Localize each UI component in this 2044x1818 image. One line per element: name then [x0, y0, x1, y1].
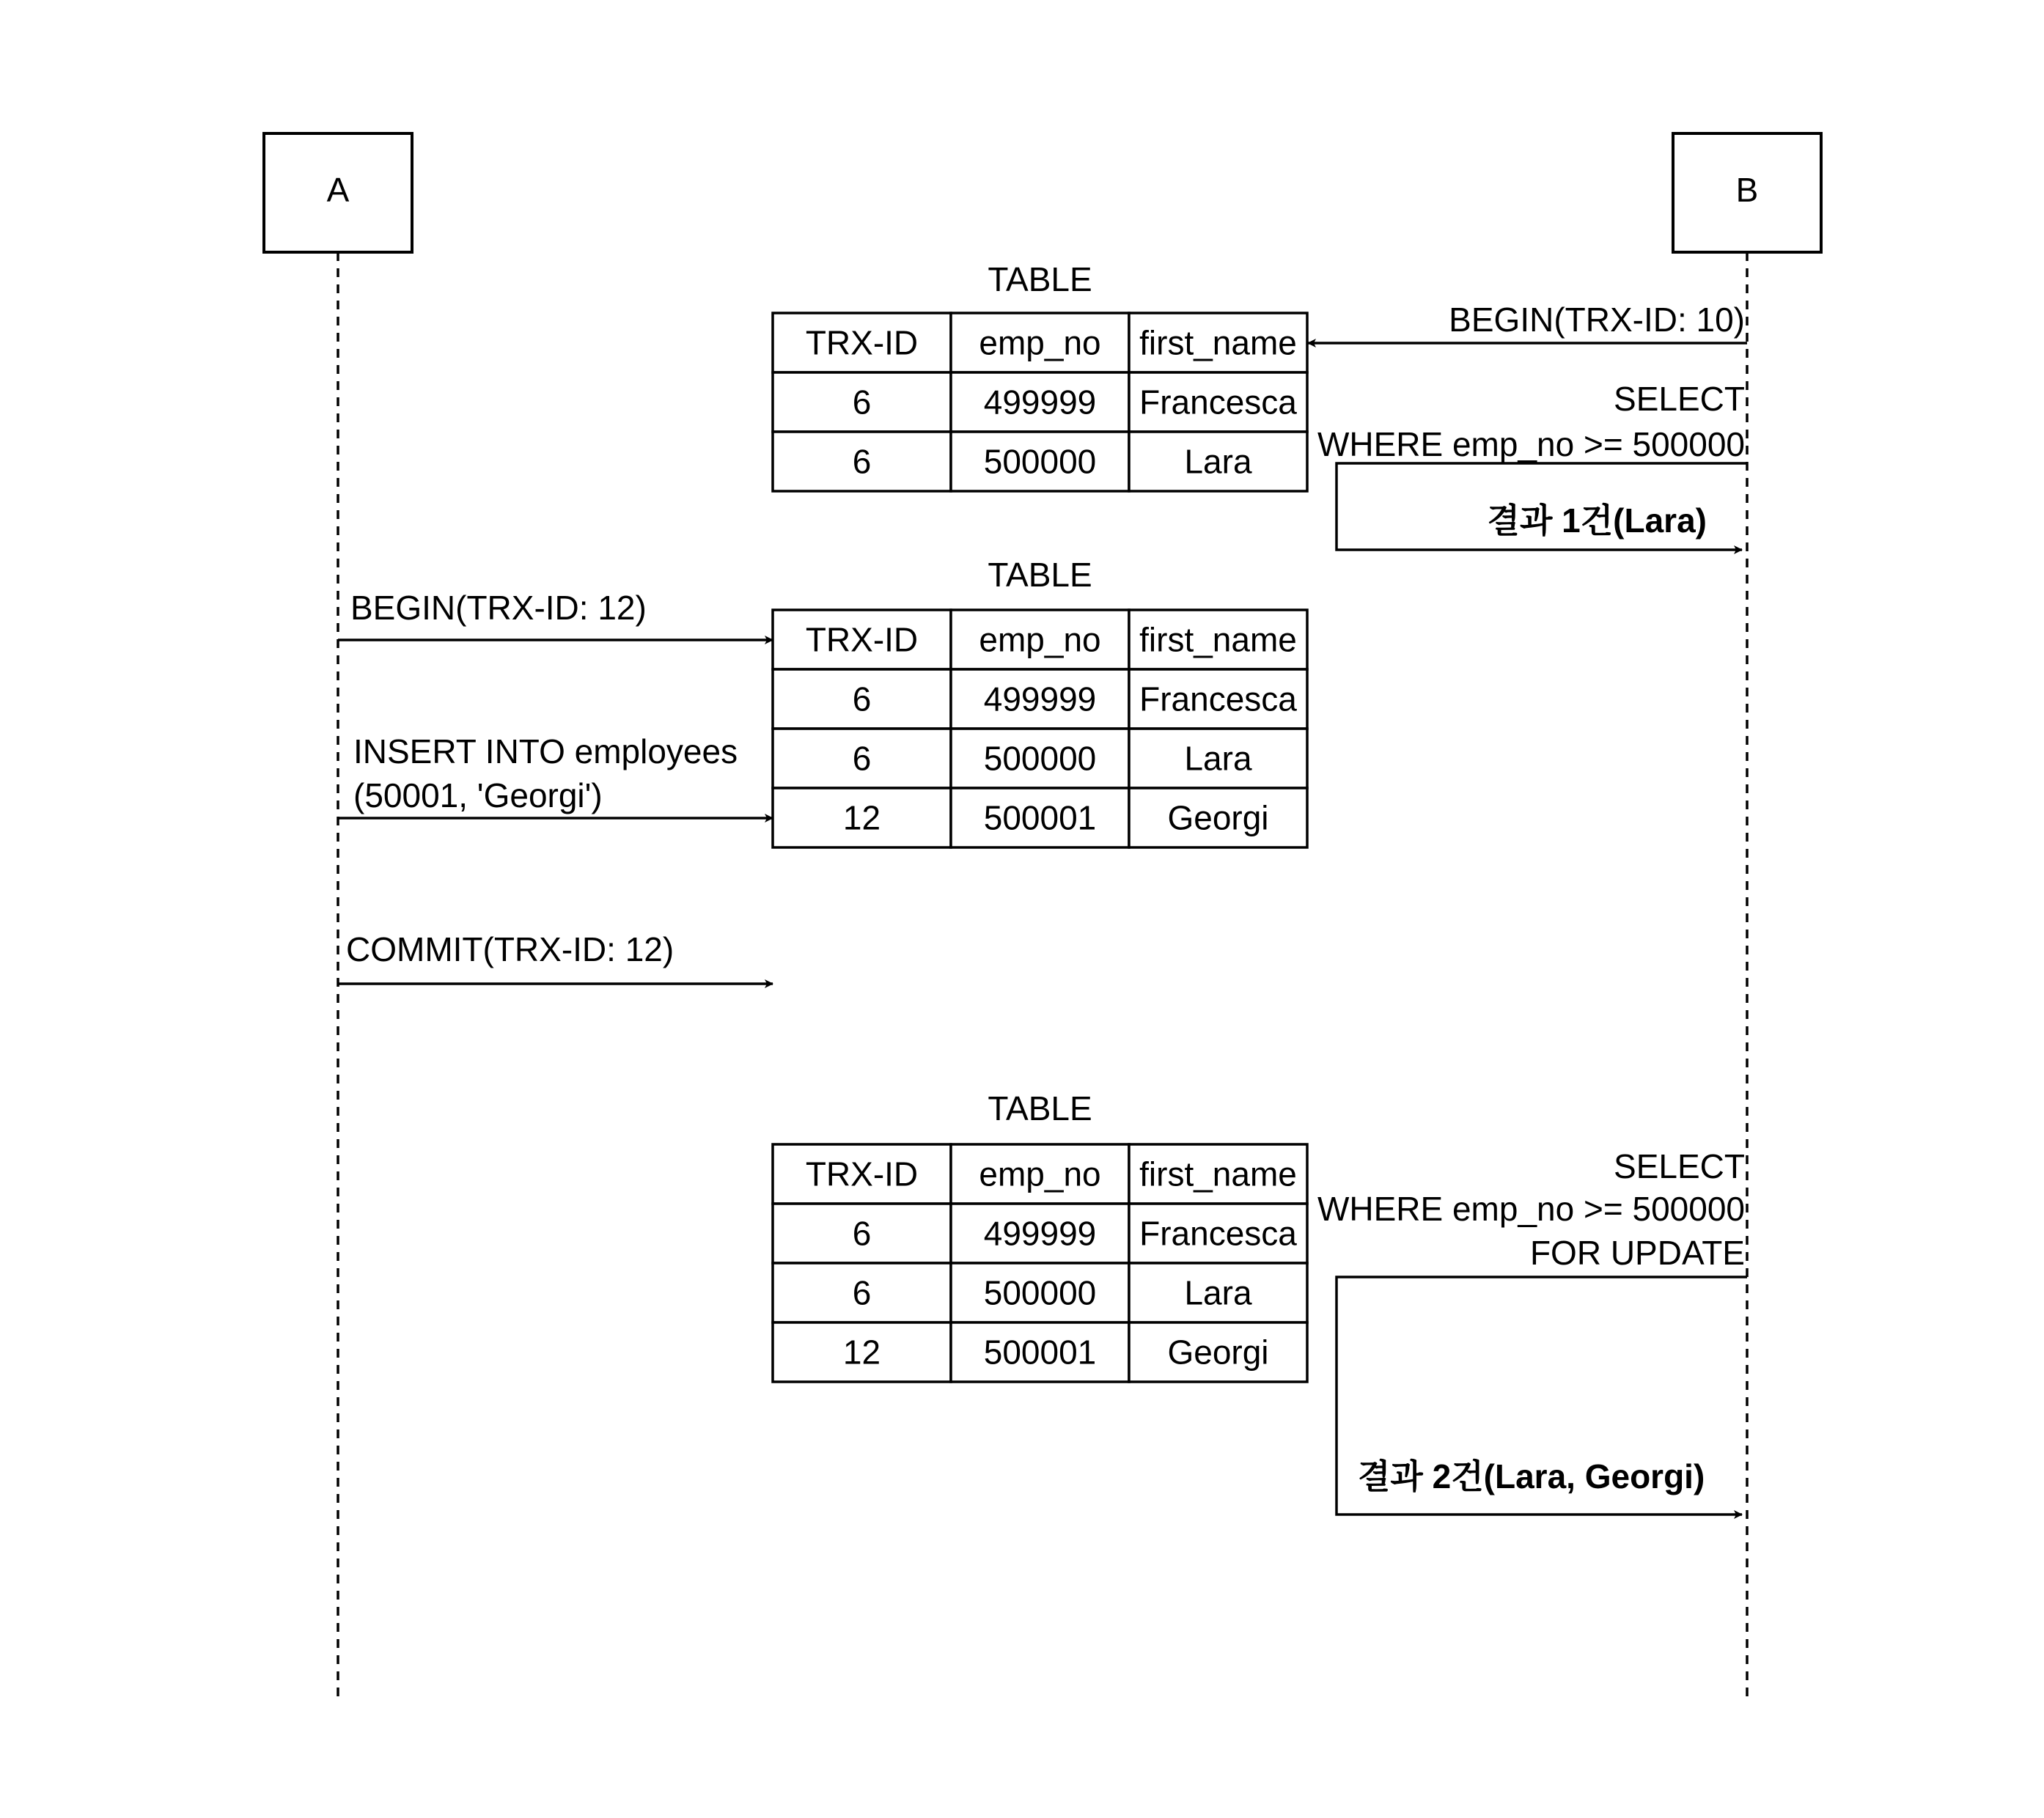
- table-title: TABLE: [988, 260, 1092, 298]
- table-cell-emp-no: 500000: [983, 1273, 1097, 1312]
- table-cell-first-name: Francesca: [1139, 680, 1297, 718]
- table-header-trx-id: TRX-ID: [805, 620, 919, 659]
- table-after-insert: [773, 556, 1307, 847]
- table-cell-emp-no: 500001: [983, 798, 1097, 837]
- table-header-emp-no: emp_no: [979, 620, 1101, 659]
- message-b-select-2: [1317, 1147, 1747, 1515]
- table-initial: [773, 260, 1307, 491]
- message-a-insert-line-1: INSERT INTO employees: [353, 732, 738, 770]
- table-cell-first-name: Georgi: [1167, 1333, 1269, 1372]
- table-cell-emp-no: 500000: [983, 739, 1097, 778]
- table-cell-first-name: Lara: [1184, 1273, 1252, 1312]
- message-a-commit: [338, 930, 773, 984]
- table-cell-first-name: Lara: [1184, 739, 1252, 778]
- table-header-trx-id: TRX-ID: [805, 323, 919, 362]
- table-title: TABLE: [988, 556, 1092, 594]
- message-a-commit-label: COMMIT(TRX-ID: 12): [346, 930, 674, 968]
- table-title: TABLE: [988, 1089, 1092, 1127]
- actor-b: [1673, 133, 1821, 252]
- actor-a-label: A: [326, 171, 350, 210]
- message-a-insert: [338, 732, 773, 818]
- message-b-select-2-line-2: WHERE emp_no >= 500000: [1317, 1190, 1745, 1228]
- message-b-begin: [1308, 301, 1747, 343]
- message-a-begin-label: BEGIN(TRX-ID: 12): [350, 589, 647, 627]
- message-b-result-2-label: 결과 2건(Lara, Georgi): [1358, 1457, 1705, 1495]
- message-a-insert-line-2: (50001, 'Georgi'): [353, 776, 603, 814]
- table-header-emp-no: emp_no: [979, 323, 1101, 362]
- table-cell-trx-id: 6: [852, 680, 872, 718]
- actor-a: [264, 133, 412, 252]
- table-cell-trx-id: 6: [852, 1273, 872, 1312]
- table-cell-first-name: Lara: [1184, 442, 1252, 481]
- table-header-first-name: first_name: [1139, 323, 1297, 362]
- table-cell-trx-id: 6: [852, 739, 872, 778]
- table-cell-first-name: Georgi: [1167, 798, 1269, 837]
- message-b-select-1: [1317, 380, 1747, 550]
- table-cell-first-name: Francesca: [1139, 1214, 1297, 1253]
- message-b-select-2-line-1: SELECT: [1614, 1147, 1745, 1185]
- message-b-select-1-line-1: SELECT: [1614, 380, 1745, 418]
- table-header-first-name: first_name: [1139, 1155, 1297, 1193]
- table-cell-trx-id: 6: [852, 1214, 872, 1253]
- table-header-first-name: first_name: [1139, 620, 1297, 659]
- table-cell-trx-id: 12: [842, 1333, 881, 1372]
- table-cell-first-name: Francesca: [1139, 383, 1297, 422]
- table-cell-trx-id: 6: [852, 442, 872, 481]
- table-cell-emp-no: 500001: [983, 1333, 1097, 1372]
- table-after-commit: [773, 1089, 1307, 1382]
- table-header-trx-id: TRX-ID: [805, 1155, 919, 1193]
- message-b-select-2-line-3: FOR UPDATE: [1529, 1234, 1745, 1272]
- table-cell-emp-no: 500000: [983, 442, 1097, 481]
- message-b-result-1-label: 결과 1건(Lara): [1487, 501, 1707, 540]
- actor-b-label: B: [1735, 171, 1759, 210]
- table-cell-emp-no: 499999: [983, 680, 1097, 718]
- table-cell-trx-id: 12: [842, 798, 881, 837]
- table-header-emp-no: emp_no: [979, 1155, 1101, 1193]
- table-cell-emp-no: 499999: [983, 1214, 1097, 1253]
- table-cell-emp-no: 499999: [983, 383, 1097, 422]
- message-b-select-1-line-2: WHERE emp_no >= 500000: [1317, 425, 1745, 463]
- message-a-begin: [338, 589, 773, 640]
- table-cell-trx-id: 6: [852, 383, 872, 422]
- message-b-begin-label: BEGIN(TRX-ID: 10): [1449, 301, 1745, 339]
